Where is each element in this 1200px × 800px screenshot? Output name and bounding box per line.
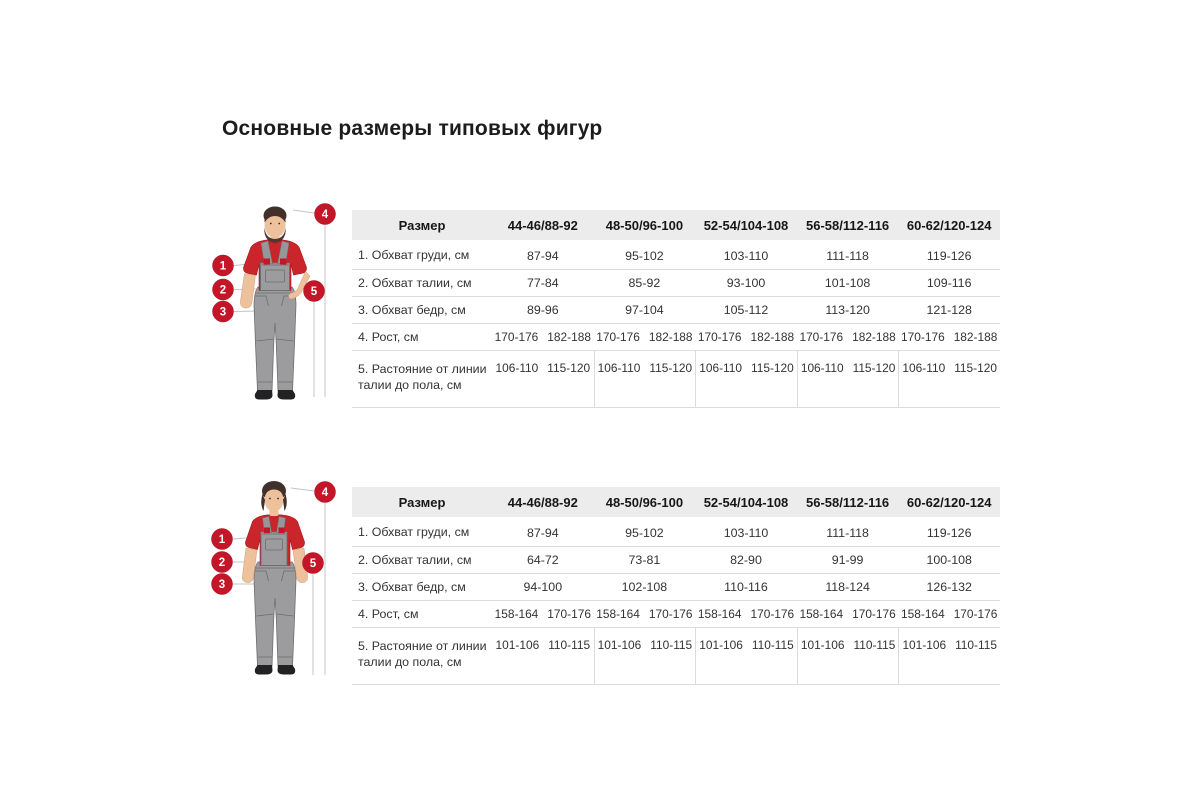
measurement-subvalue: 158-164: [901, 607, 945, 621]
size-column-header: 48-50/96-100: [605, 494, 684, 510]
size-column-header: 60-62/120-124: [906, 494, 992, 510]
measurement-row: [352, 269, 1000, 296]
measurement-subvalue: 158-164: [697, 607, 742, 621]
measurement-value: 95-102: [625, 248, 664, 263]
measurement-subvalue: 106-110: [800, 361, 844, 375]
measurement-value: [898, 628, 1000, 684]
left-strap-clip: [264, 259, 271, 265]
marker-2: [212, 552, 233, 573]
measurement-value: 110-116: [724, 580, 768, 594]
right-shoe: [278, 665, 296, 675]
left-forearm: [240, 274, 255, 309]
measurement-subvalue: 115-120: [954, 361, 997, 375]
measurement-value: 93-100: [726, 276, 766, 290]
marker-2: [213, 279, 234, 300]
measurement-value: [594, 324, 696, 350]
measurement-subvalue: 115-120: [649, 361, 693, 375]
right-shoe: [278, 390, 296, 400]
measurement-subvalue: 101-106: [800, 638, 845, 652]
overall-pants: [254, 287, 296, 391]
measurement-value: [492, 601, 594, 627]
measurement-value: 118-124: [825, 580, 870, 594]
measurement-row: [352, 350, 1000, 408]
measurement-value: [898, 351, 1000, 407]
measurement-value: [797, 601, 899, 627]
measurement-subvalue: 182-188: [852, 330, 896, 344]
right-strap-clip: [280, 259, 287, 265]
measurement-subvalue: 170-176: [953, 607, 998, 621]
size-column-header: 60-62/120-124: [906, 217, 992, 233]
measurement-value: [797, 628, 899, 684]
measurement-subvalue: 115-120: [547, 361, 591, 375]
marker-5: [303, 553, 324, 574]
svg-text:4: 4: [321, 209, 329, 222]
size-column-header: 44-46/88-92: [507, 494, 578, 510]
left-eye: [270, 223, 272, 225]
marker-4: [315, 482, 336, 503]
measurement-value: [594, 628, 696, 684]
size-column-header: 52-54/104-108: [703, 217, 789, 233]
man-body: [240, 207, 310, 400]
measurement-value: 102-108: [621, 580, 668, 594]
measurement-subvalue: 170-176: [750, 607, 795, 621]
measurement-subvalue: 115-120: [852, 361, 896, 375]
size-column-header: 48-50/96-100: [605, 217, 684, 233]
page-title: Основные размеры типовых фигур: [222, 117, 603, 140]
svg-text:5: 5: [310, 286, 318, 299]
marker-3: [212, 574, 233, 595]
overall-bib: [261, 263, 290, 291]
measurement-subvalue: 110-115: [548, 638, 591, 652]
measurement-value: [695, 601, 797, 627]
measurement-value: [695, 351, 797, 407]
marker-1: [212, 529, 233, 550]
measurement-subvalue: 110-115: [955, 638, 997, 652]
measurement-value: 126-132: [926, 580, 972, 594]
measurement-subvalue: 106-110: [495, 361, 539, 375]
svg-text:3: 3: [218, 579, 226, 592]
measurement-value: [492, 628, 594, 684]
measurement-value: [594, 351, 696, 407]
measurement-subvalue: 101-106: [699, 638, 743, 652]
measurement-subvalue: 170-176: [596, 330, 640, 344]
measurement-subvalue: 170-176: [799, 330, 844, 344]
measurement-subvalue: 170-176: [852, 607, 896, 621]
measurement-value: [797, 351, 899, 407]
measurement-row: [352, 600, 1000, 627]
measurement-value: [898, 324, 1000, 350]
measurement-value: 101-108: [824, 276, 871, 290]
table-header-row: [352, 210, 1000, 240]
right-eye: [278, 223, 280, 225]
measurement-value: 103-110: [723, 248, 769, 263]
measurement-value: 105-112: [723, 303, 769, 317]
overall-bib: [261, 532, 287, 566]
face: [265, 489, 284, 512]
measurement-label: 5. Растояние от линии талии до пола, см: [358, 639, 487, 670]
measurement-subvalue: 158-164: [494, 607, 539, 621]
measurement-label: 4. Рост, см: [358, 606, 419, 621]
measurement-subvalue: 170-176: [547, 607, 591, 621]
svg-text:3: 3: [219, 306, 227, 319]
measurement-subvalue: 101-106: [597, 638, 642, 652]
measurement-row: [352, 296, 1000, 323]
measurement-row: [352, 573, 1000, 600]
size-column-header: 44-46/88-92: [507, 217, 578, 233]
size-column-header: 56-58/112-116: [806, 217, 890, 233]
measurement-subvalue: 110-115: [650, 638, 693, 652]
measurement-subvalue: 182-188: [547, 330, 591, 344]
measurement-value: 113-120: [825, 303, 870, 317]
measurement-subvalue: 101-106: [902, 638, 947, 652]
measurement-label: 2. Обхват талии, см: [358, 552, 472, 567]
measurement-value: [797, 324, 899, 350]
measurement-value: [594, 601, 696, 627]
measurement-label: 4. Рост, см: [358, 329, 419, 344]
measurement-value: [492, 351, 594, 407]
svg-text:1: 1: [218, 534, 226, 547]
measurement-value: [492, 324, 594, 350]
measurement-value: 82-90: [730, 553, 762, 567]
measurement-value: 103-110: [723, 525, 769, 540]
measurement-value: 94-100: [523, 580, 563, 594]
size-column-header: 56-58/112-116: [806, 494, 890, 510]
left-shoe: [255, 665, 273, 675]
measurement-value: 89-96: [526, 303, 559, 317]
size-table-men: [352, 210, 1000, 408]
measurement-value: 73-81: [628, 553, 661, 567]
marker-3: [213, 301, 234, 322]
overall-pants: [254, 562, 296, 666]
measurement-label: 3. Обхват бедр, см: [358, 302, 466, 317]
right-eye: [277, 498, 279, 500]
measurement-subvalue: 158-164: [596, 607, 640, 621]
left-strap-clip: [264, 528, 270, 534]
svg-text:2: 2: [219, 284, 227, 297]
svg-text:2: 2: [218, 557, 226, 570]
measurement-value: 87-94: [526, 525, 559, 540]
measurement-row: [352, 242, 1000, 269]
measurement-value: 64-72: [526, 553, 559, 567]
measurement-label: 2. Обхват талии, см: [358, 275, 472, 290]
measurement-value: [695, 324, 797, 350]
measurement-value: [898, 601, 1000, 627]
measurement-label: 5. Растояние от линии талии до пола, см: [358, 362, 487, 393]
marker-5: [304, 281, 325, 302]
measurement-value: 85-92: [628, 276, 661, 290]
table-header-row: [352, 487, 1000, 517]
measurement-row: [352, 519, 1000, 546]
measurement-subvalue: 182-188: [648, 330, 693, 344]
measurement-value: 100-108: [926, 553, 972, 567]
measurement-value: 111-118: [826, 248, 869, 263]
measurement-value: 77-84: [526, 276, 559, 290]
measurement-value: 111-118: [826, 525, 869, 540]
size-column-header: 52-54/104-108: [703, 494, 789, 510]
marker-1: [213, 255, 234, 276]
measurement-subvalue: 115-120: [751, 361, 794, 375]
measurement-label: 1. Обхват груди, см: [358, 248, 470, 263]
measurement-label: 3. Обхват бедр, см: [358, 579, 466, 594]
measurement-label: 1. Обхват груди, см: [358, 525, 470, 540]
size-corner-header: Размер: [398, 494, 446, 510]
measurement-value: 97-104: [625, 303, 664, 317]
left-shoe: [255, 390, 273, 400]
measurement-value: [695, 628, 797, 684]
measurement-row: [352, 323, 1000, 350]
size-corner-header: Размер: [398, 217, 446, 233]
measurement-value: 119-126: [926, 248, 972, 263]
measurement-subvalue: 106-110: [699, 361, 742, 375]
measurement-value: 119-126: [926, 525, 972, 540]
measurement-value: 91-99: [831, 553, 864, 567]
measurement-subvalue: 110-115: [853, 638, 896, 652]
measurement-subvalue: 101-106: [495, 638, 540, 652]
measurement-subvalue: 170-176: [697, 330, 742, 344]
measurement-subvalue: 106-110: [597, 361, 641, 375]
size-table-women: [352, 487, 1000, 685]
svg-text:5: 5: [309, 558, 317, 571]
measurement-row: [352, 627, 1000, 685]
measurement-subvalue: 170-176: [494, 330, 539, 344]
left-eye: [269, 498, 271, 500]
figure-man-in-overalls: [198, 192, 348, 424]
measurement-row: [352, 546, 1000, 573]
woman-body: [242, 481, 307, 675]
svg-text:1: 1: [219, 260, 227, 273]
measurement-subvalue: 158-164: [799, 607, 844, 621]
measurement-value: 95-102: [625, 525, 664, 540]
svg-text:4: 4: [321, 487, 329, 500]
measurement-subvalue: 170-176: [901, 330, 945, 344]
measurement-subvalue: 182-188: [750, 330, 795, 344]
measurement-value: 87-94: [526, 248, 559, 263]
measurement-subvalue: 110-115: [751, 638, 794, 652]
marker-4: [315, 204, 336, 225]
right-strap-clip: [279, 528, 285, 534]
measurement-subvalue: 170-176: [648, 607, 693, 621]
measurement-value: 121-128: [926, 303, 972, 317]
measurement-value: 109-116: [926, 276, 972, 290]
measurement-subvalue: 106-110: [902, 361, 946, 375]
figure-woman-in-overalls: [198, 467, 348, 699]
measurement-subvalue: 182-188: [953, 330, 998, 344]
